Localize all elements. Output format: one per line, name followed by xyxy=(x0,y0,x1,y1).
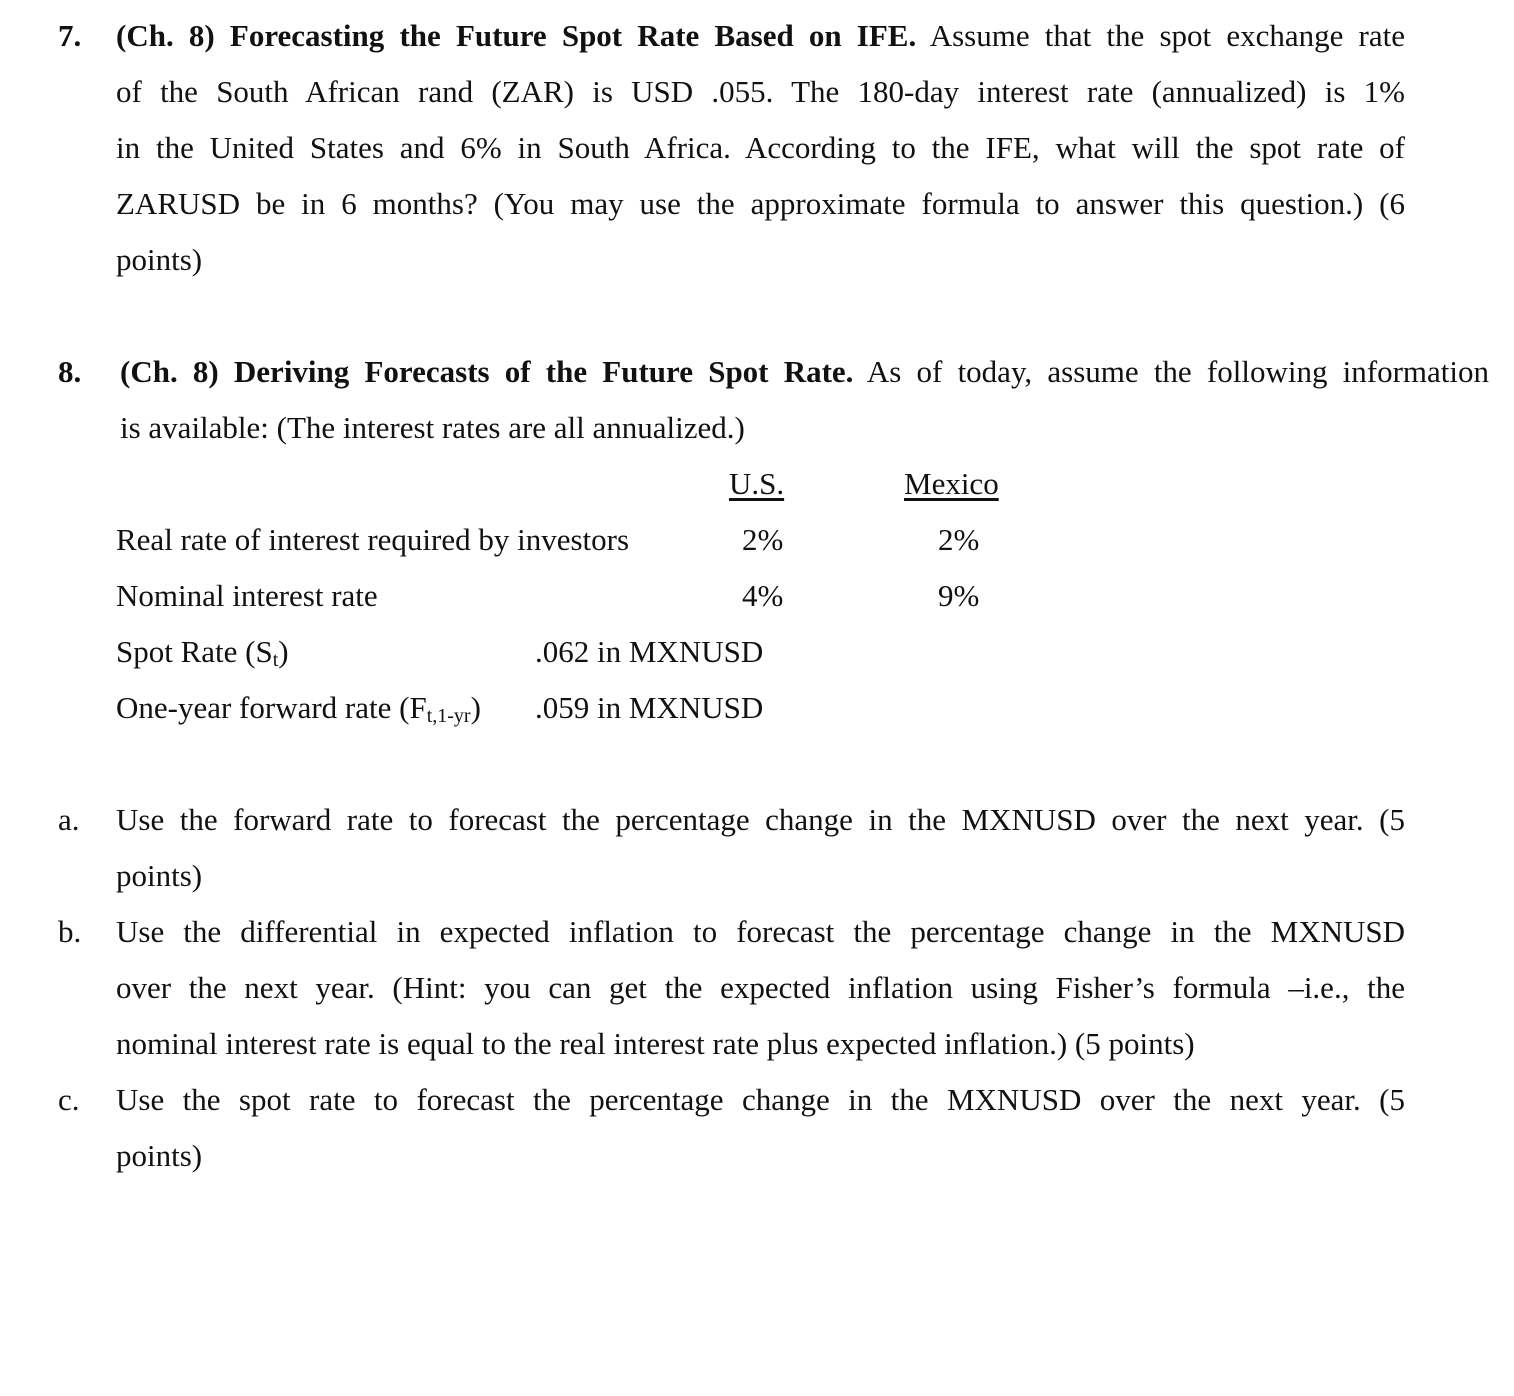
row-spot-rate-value: .062 in MXNUSD xyxy=(535,634,764,669)
row-real-rate-us: 2% xyxy=(742,522,784,557)
row-spot-rate-label: Spot Rate $(S_t)$ xyxy=(116,634,289,671)
part-b-letter: b. xyxy=(58,914,82,949)
question-7-line-3: in the United States and 6% in South Africa. According to the IFE, what will the spot rate of xyxy=(116,130,1405,165)
row-nominal-rate-us: 4% xyxy=(742,578,784,613)
part-a-line-1: Use the forward rate to forecast the percentage change in the MXNUSD over the next year. (5 xyxy=(116,802,1405,837)
question-8-line-1: (Ch. 8) Deriving Forecasts of the Future Spot Rate. As of today, assume the following information xyxy=(120,354,1489,389)
question-7-number: 7. xyxy=(58,18,82,53)
question-8-number: 8. xyxy=(58,354,82,389)
row-forward-rate-label: One-year forward rate $(F_{t,1-yr})$ xyxy=(116,690,481,727)
header-us: U.S. xyxy=(729,466,785,501)
question-7-line-1: (Ch. 8) Forecasting the Future Spot Rate Based on IFE. Assume that the spot exchange rate xyxy=(116,18,1405,53)
part-a-letter: a. xyxy=(58,802,80,837)
question-7-line-2: of the South African rand (ZAR) is USD .055. The 180-day interest rate (annualized) is 1% xyxy=(116,74,1405,109)
part-c-line-2: points) xyxy=(116,1138,203,1173)
row-nominal-rate-mexico: 9% xyxy=(938,578,980,613)
row-nominal-rate-label: Nominal interest rate xyxy=(116,578,378,613)
part-c-letter: c. xyxy=(58,1082,80,1117)
question-7-line-4: ZARUSD be in 6 months? (You may use the approximate formula to answer this question.) (6 xyxy=(116,186,1405,221)
part-c-line-1: Use the spot rate to forecast the percentage change in the MXNUSD over the next year. (5 xyxy=(116,1082,1405,1117)
question-7-line-5: points) xyxy=(116,242,203,277)
part-a-line-2: points) xyxy=(116,858,203,893)
question-7-heading: (Ch. 8) Forecasting the Future Spot Rate Based on IFE. xyxy=(116,18,917,53)
row-real-rate-mexico: 2% xyxy=(938,522,980,557)
part-b-line-3: nominal interest rate is equal to the real interest rate plus expected inflation.) (5 points) xyxy=(116,1026,1195,1061)
question-8-heading: (Ch. 8) Deriving Forecasts of the Future Spot Rate. xyxy=(120,354,854,389)
question-8-line-2: is available: (The interest rates are all annualized.) xyxy=(120,410,745,445)
part-b-line-1: Use the differential in expected inflation to forecast the percentage change in the MXNUSD xyxy=(116,914,1405,949)
row-forward-rate-value: .059 in MXNUSD xyxy=(535,690,764,725)
row-real-rate-label: Real rate of interest required by investors xyxy=(116,522,630,557)
header-mexico: Mexico xyxy=(904,466,999,501)
part-b-line-2: over the next year. (Hint: you can get the expected inflation using Fisher’s formula –i.e., the xyxy=(116,970,1405,1005)
